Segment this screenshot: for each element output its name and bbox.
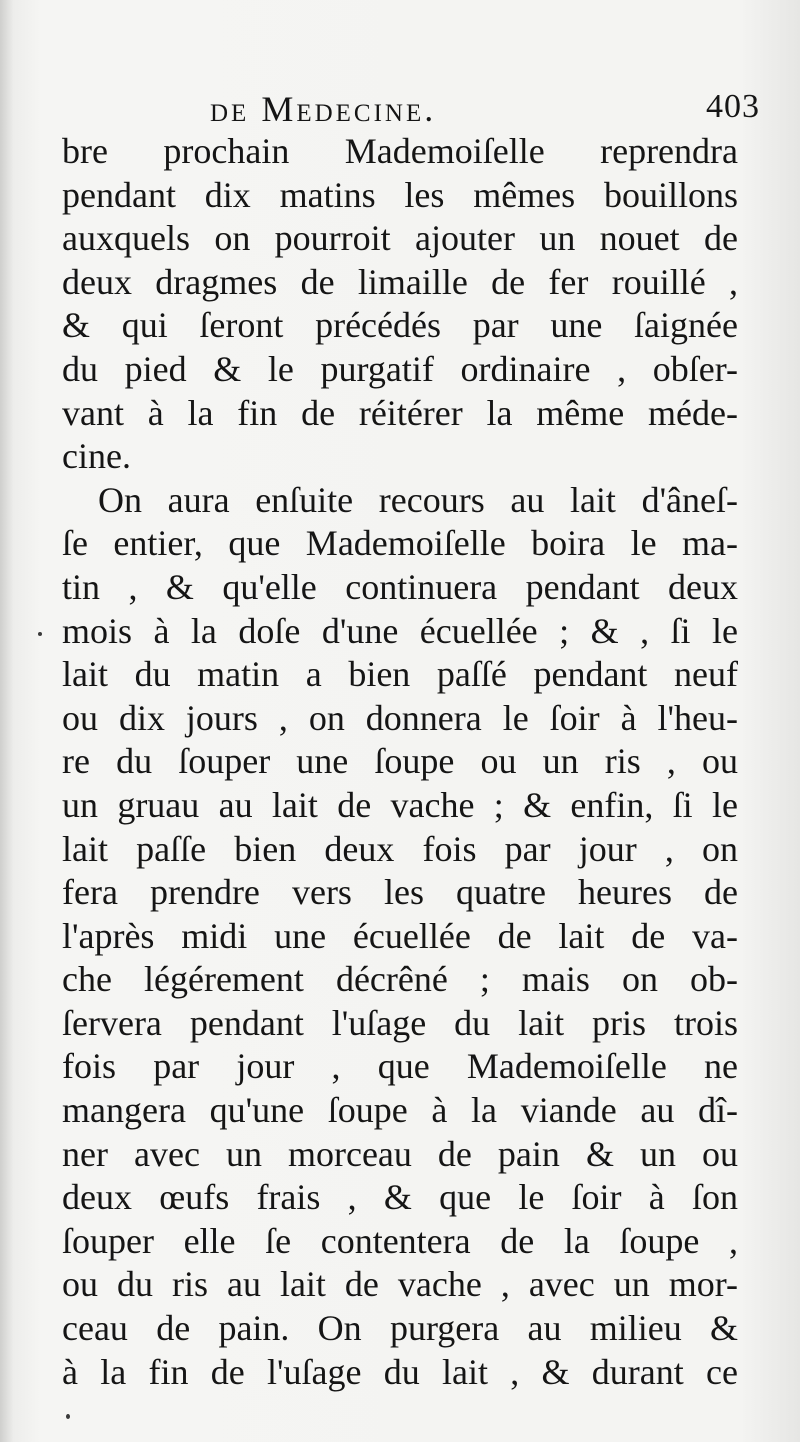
page-number: 403 xyxy=(706,88,760,125)
text-line: bre prochain Mademoiſelle reprendra xyxy=(62,131,738,171)
text-line: ner avec un morceau de pain & un ou xyxy=(62,1133,738,1174)
ink-speck xyxy=(66,1414,70,1419)
text-line: cine. xyxy=(62,436,131,477)
text-line: lait paſſe bien deux fois par jour , on xyxy=(62,828,738,869)
text-line: ceau de pain. On purgera au milieu & xyxy=(62,1308,738,1349)
text-line: ou dix jours , on donnera le ſoir à l'heu- xyxy=(62,697,738,738)
text-line: pendant dix matins les mêmes bouillons xyxy=(62,174,738,215)
text-line: fera prendre vers les quatre heures de xyxy=(62,872,738,913)
text-line: ſe entier, que Mademoiſelle boira le ma- xyxy=(62,523,738,564)
text-line: fois par jour , que Mademoiſelle ne xyxy=(62,1046,738,1087)
text-line: à la fin de l'uſage du lait , & durant ce xyxy=(62,1351,738,1392)
text-line: che légérement décrêné ; mais on ob- xyxy=(62,959,738,1000)
text-line: lait du matin a bien paſſé pendant neuf xyxy=(62,654,738,695)
paragraph-1 xyxy=(62,130,738,479)
text-line: auxquels on pourroit ajouter un nouet de xyxy=(62,218,738,259)
text-line: du pied & le purgatif ordinaire , obſer- xyxy=(62,348,738,389)
body-text xyxy=(62,130,738,1394)
paragraph-2 xyxy=(62,479,738,1394)
text-line: l'après midi une écuellée de lait de va- xyxy=(62,915,738,956)
text-line: deux œufs frais , & que le ſoir à ſon xyxy=(62,1177,738,1218)
text-line: On aura enſuite recours au lait d'âneſ- xyxy=(98,479,738,520)
text-line: deux dragmes de limaille de fer rouillé , xyxy=(62,261,738,302)
text-line: ſouper elle ſe contentera de la ſoupe , xyxy=(62,1220,738,1261)
text-line: re du ſouper une ſoupe ou un ris , ou xyxy=(62,741,738,782)
page-gutter-shadow xyxy=(0,0,14,1442)
text-line: tin , & qu'elle continuera pendant deux xyxy=(62,566,738,607)
ink-speck xyxy=(38,632,42,636)
text-line: un gruau au lait de vache ; & enfin, ſi le xyxy=(62,784,738,825)
text-line: mois à la doſe d'une écuellée ; & , ſi le xyxy=(62,610,738,651)
text-line: mangera qu'une ſoupe à la viande au dî- xyxy=(62,1090,738,1131)
text-line: vant à la fin de réitérer la même méde- xyxy=(62,392,738,433)
running-title: de Medecine. xyxy=(210,89,437,129)
text-line: ou du ris au lait de vache , avec un mor- xyxy=(62,1264,738,1305)
text-line: ſervera pendant l'uſage du lait pris trois xyxy=(62,1002,738,1043)
text-line: & qui ſeront précédés par une ſaignée xyxy=(62,305,738,346)
